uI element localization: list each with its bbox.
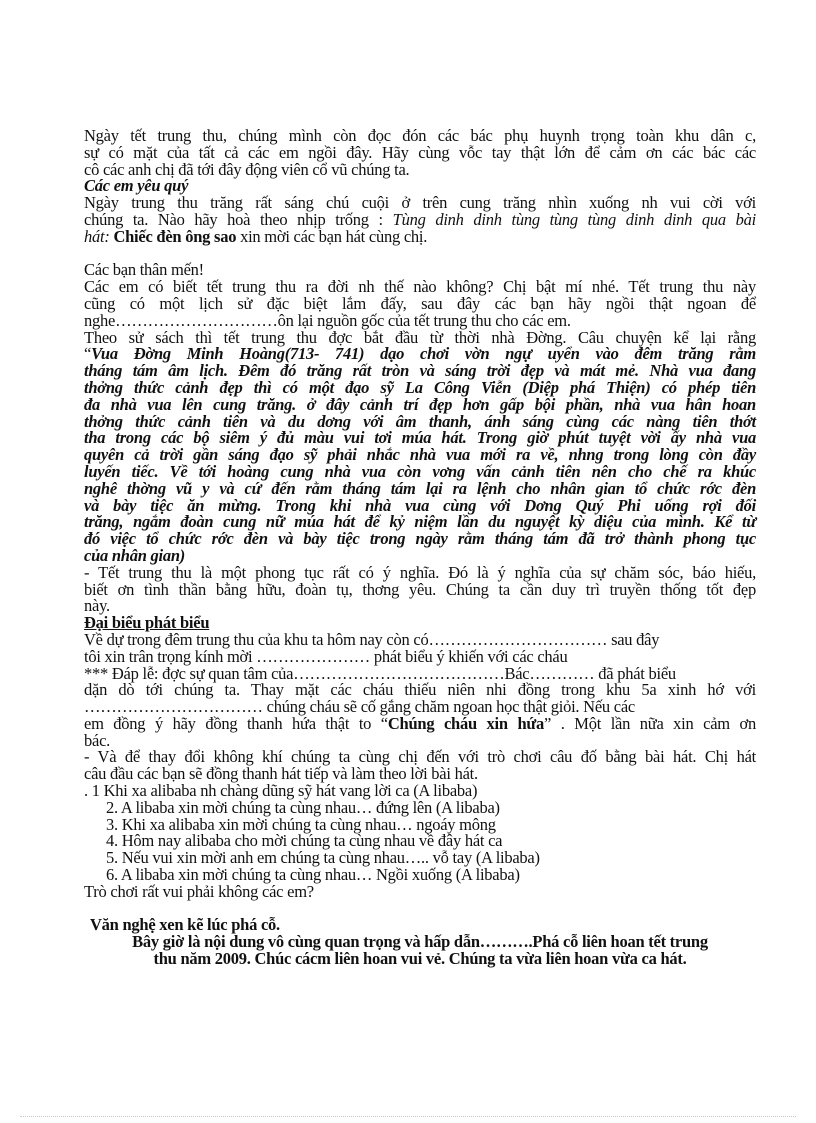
legend-line-0-rest: dạo chơi vờn ngự uyển vào đêm trăng rằm bbox=[364, 344, 756, 364]
legend-line-1: tháng tám âm lịch. Đêm đó trăng rất tròn và sáng trời đẹp và mát mẻ. Nhà vua đang bbox=[84, 361, 756, 381]
game-item-4: 4. Hôm nay alibaba cho mời chúng ta cùng nhau về đây hát ca bbox=[106, 831, 503, 851]
document-body bbox=[84, 128, 756, 968]
legend-line-12: của nhân gian) bbox=[84, 545, 186, 565]
delegate-line-4: dặn dò tới chúng ta. Thay mặt các cháu thiếu niên nhi đồng trong khu 5a xinh hớ với bbox=[84, 680, 756, 700]
art-heading: Văn nghệ xen kẽ lúc phá cỗ. bbox=[90, 915, 280, 935]
legend-line-8: nghê thờng vũ y và cứ đến rằm tháng tám lại ra lệnh cho nhân gian tổ chức rớc đèn bbox=[84, 478, 756, 498]
promise-slogan: Chúng cháu xin hứa bbox=[387, 713, 545, 733]
history-line-4: Theo sử sách thì tết trung thu đợc bắt đầu từ thời nhà Đờng. Câu chuyện kể lại rằng bbox=[84, 327, 756, 347]
legend-line-7: luyến tiếc. Về tới hoàng cung nhà vua còn vơng vấn cảnh tiên nên cho chế ra khúc bbox=[84, 461, 756, 481]
moon-line-3-prefix: hát: bbox=[84, 226, 114, 246]
legend-line-5: tha trong các bộ siêm ý đủ màu vui tơi múa hát. Trong giờ phút tuyệt vời ấy nhà vua bbox=[84, 428, 756, 448]
moon-line-2-text: chúng ta. Nào hãy hoà theo nhịp trống : bbox=[84, 209, 393, 229]
history-line-2: cũng có một lịch sử đặc biệt lắm đấy, sau đây các bạn hãy ngồi thật ngoan để bbox=[84, 293, 756, 313]
moon-line-1: Ngày trung thu trăng rất sáng chú cuội ở trên cung trăng nhìn xuống nh vui cời với bbox=[84, 193, 756, 213]
delegate-line-2: tôi xin trân trọng kính mời ………………… phát biểu ý khiến với các cháu bbox=[84, 646, 568, 666]
legend-king: Vua Đờng Minh Hoàng(713- 741) bbox=[91, 344, 365, 364]
legend-line-11: đó việc tổ chức rớc đèn và bày tiệc trong ngày rằm tháng tám đã trở thành phong tục bbox=[84, 529, 756, 549]
legend-line-10: trăng, ngắm đoàn cung nữ múa hát để kỷ niệm lần du nguyệt kỳ diệu của mình. Kể từ bbox=[84, 512, 756, 532]
delegate-line-1: Về dự trong đêm trung thu của khu ta hôm nay còn có…………………………… sau đây bbox=[84, 629, 660, 649]
game-intro-1: - Và để thay đổi không khí chúng ta cùng chị đến với trò chơi câu đố bằng bài hát. Chị hát bbox=[84, 747, 756, 767]
game-end: Trò chơi rất vui phải không các em? bbox=[84, 881, 314, 901]
heading-delegate: Đại biểu phát biểu bbox=[84, 613, 210, 633]
legend-line-2: thởng thức cảnh đẹp thì có một đạo sỹ La Công Viễn (Diệp phá Thiện) có phép tiên bbox=[84, 377, 756, 397]
delegate-line-5: …………………………… chúng cháu sẽ cố gắng chăm ngoan học thật giỏi. Nếu các bbox=[84, 697, 635, 717]
promise-text: em đồng ý hãy đồng thanh hứa thật to “ bbox=[84, 713, 388, 733]
moon-line-3 bbox=[84, 226, 756, 246]
drum-rhythm: Tùng dinh dinh tùng tùng tùng dinh dinh qua bài bbox=[392, 209, 756, 229]
song-title: Chiếc đèn ông sao bbox=[113, 226, 237, 246]
promise-thanks: ” . Một lần nữa xin cảm ơn bbox=[544, 713, 756, 733]
game-item-3: 3. Khi xa alibaba xin mời chúng ta cùng nhau… ngoáy mông bbox=[106, 814, 496, 834]
legend-line-4: thởng thức cảnh tiên và du dơng với âm thanh, ánh sáng cùng các nàng tiên thớt bbox=[84, 411, 756, 431]
friends-greeting: Các bạn thân mến! bbox=[84, 260, 204, 280]
moon-line-3-suffix: xin mời các bạn hát cùng chị. bbox=[236, 226, 428, 246]
game-item-5: 5. Nếu vui xin mời anh em chúng ta cùng nhau….. vỗ tay (A libaba) bbox=[106, 848, 540, 868]
legend-open-quote: “ bbox=[84, 344, 92, 364]
history-line-3: nghe…………………………ôn lại nguồn gốc của tết trung thu cho các em. bbox=[84, 310, 571, 330]
game-item-1: . 1 Khi xa alibaba nh chàng dũng sỹ hát vang lời ca (A libaba) bbox=[84, 781, 478, 801]
heading-children: Các em yêu quý bbox=[84, 176, 189, 196]
game-intro-2: câu đầu các bạn sẽ đồng thanh hát tiếp và làm theo lời bài hát. bbox=[84, 764, 478, 784]
meaning-line-3: này. bbox=[84, 596, 110, 616]
meaning-line-2: biết ơn tình thần bằng hữu, đoàn tụ, thơng yêu. Chúng ta cần duy trì truyền thống tốt đẹp bbox=[84, 579, 756, 599]
intro-line-3: cô các anh chị đã tới đây động viên cổ vũ chúng ta. bbox=[84, 159, 410, 179]
meaning-line-1: - Tết trung thu là một phong tục rất có ý nghĩa. Đó là ý nghĩa của sự chăm sóc, báo hiếu, bbox=[84, 562, 756, 582]
legend-line-9: và bày tiệc ăn mừng. Trong khi nhà vua cùng với Dơng Quý Phi uống rợi đối bbox=[84, 495, 756, 515]
legend-line-3: đa nhà vua lên cung trăng. ở đây cảnh trí đẹp hơn gấp bội phần, nhà vua hân hoan bbox=[84, 394, 756, 414]
game-item-2: 2. A libaba xin mời chúng ta cùng nhau… đứng lên (A libaba) bbox=[106, 797, 500, 817]
closing-line-1: Bây giờ là nội dung vô cùng quan trọng và hấp dẫn……….Phá cỗ liên hoan tết trung bbox=[132, 932, 708, 952]
game-item-6: 6. A libaba xin mời chúng ta cùng nhau… Ngồi xuống (A libaba) bbox=[106, 865, 520, 885]
history-line-1: Các em có biết tết trung thu ra đời nh thế nào không? Chị bật mí nhé. Tết trung thu này bbox=[84, 277, 756, 297]
promise-end: bác. bbox=[84, 730, 111, 750]
closing-line-2: thu năm 2009. Chúc cácm liên hoan vui vẻ. Chúng ta vừa liên hoan vừa ca hát. bbox=[153, 949, 687, 969]
legend-line-6: quyên cả trời gần sáng đạo sỹ phải nhắc nhà vua mới ra về, nhng trong lòng còn đầy bbox=[84, 445, 756, 465]
page-bottom-rule bbox=[20, 1116, 796, 1117]
intro-line-2: sự có mặt của tất cả các em ngồi đây. Hãy cùng vỗc tay thật lớn để cảm ơn các bác các bbox=[84, 142, 756, 162]
delegate-line-3: *** Đáp lễ: đợc sự quan tâm của…………………………………Bác………… đã phát biểu bbox=[84, 663, 676, 683]
intro-line-1: Ngày tết trung thu, chúng mình còn đọc đón các bác phụ huynh trọng toàn khu dân c, bbox=[84, 126, 756, 145]
promise-line bbox=[84, 713, 756, 733]
